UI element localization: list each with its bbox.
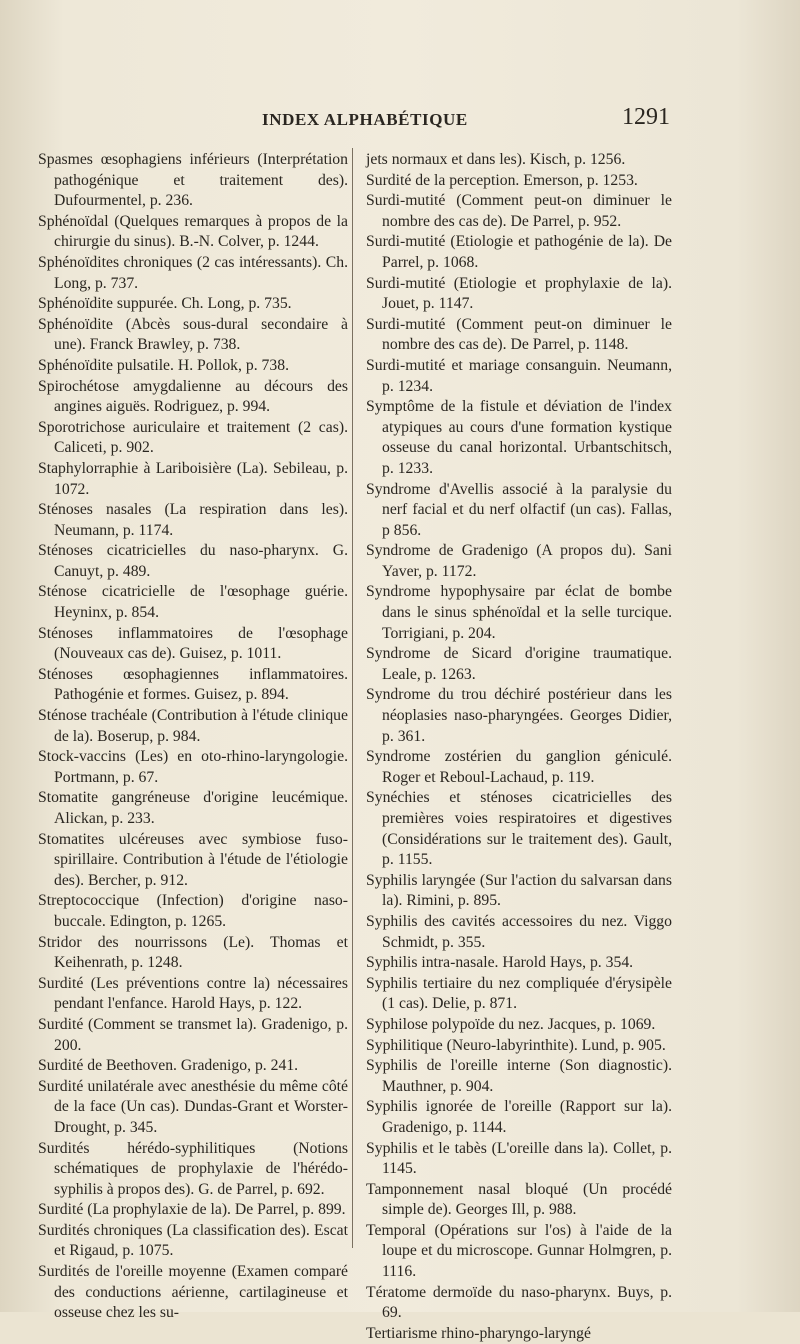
index-entry: Syndrome de Gradenigo (A propos du). Sani Yaver, p. 1172. <box>366 542 672 580</box>
right-column <box>366 150 672 1344</box>
index-entry: jets normaux et dans les). Kisch, p. 1256. <box>366 151 626 168</box>
index-entry: Sphénoïdite (Abcès sous-dural secondaire à une). Franck Brawley, p. 738. <box>38 315 348 354</box>
index-entry: Tamponnement nasal bloqué (Un procédé simple de). Georges Ill, p. 988. <box>366 1180 672 1219</box>
index-entry: Surdités hérédo-syphilitiques (Notions schématiques de prophylaxie de l'hérédo-syphilis à propos des). G. de Parrel, p. 692. <box>38 1139 348 1198</box>
index-entry: Syphilis des cavités accessoires du nez. Viggo Schmidt, p. 355. <box>366 912 672 951</box>
index-entry: Syndrome hypophysaire par éclat de bombe dans le sinus sphénoïdal et la selle turcique. Torrigiani, p. 204. <box>366 583 672 642</box>
index-entry: Streptococcique (Infection) d'origine naso-buccale. Edington, p. 1265. <box>38 892 348 930</box>
index-entry: Sporotrichose auriculaire et traitement (2 cas). Caliceti, p. 902. <box>38 418 348 457</box>
index-entry: Syphilis tertiaire du nez compliquée d'érysipèle (1 cas). Delie, p. 871. <box>366 974 672 1013</box>
index-entry: Surdi-mutité (Etiologie et pathogénie de la). De Parrel, p. 1068. <box>366 233 672 271</box>
index-entry: Surdi-mutité (Etiologie et prophylaxie de la). Jouet, p. 1147. <box>366 274 672 313</box>
index-entry: Sphénoïdal (Quelques remarques à propos de la chirurgie du sinus). B.-N. Colver, p. 1244. <box>38 212 348 251</box>
index-entry: Surdité (Comment se transmet la). Gradenigo, p. 200. <box>38 1015 348 1054</box>
index-entry: Surdité de Beethoven. Gradenigo, p. 241. <box>38 1057 299 1075</box>
index-entry: Surdi-mutité et mariage consanguin. Neumann, p. 1234. <box>366 356 672 395</box>
index-entry: Stock-vaccins (Les) en oto-rhino-laryngologie. Portmann, p. 67. <box>38 748 348 786</box>
running-title: INDEX ALPHABÉTIQUE <box>262 110 468 129</box>
column-divider <box>352 148 353 1248</box>
index-entry: Surdi-mutité (Comment peut-on diminuer le nombre des cas de). De Parrel, p. 952. <box>366 192 672 230</box>
index-entry: Stridor des nourrissons (Le). Thomas et Keihenrath, p. 1248. <box>38 933 348 972</box>
index-entry: Syphilis laryngée (Sur l'action du salvarsan dans la). Rimini, p. 895. <box>366 871 672 910</box>
index-entry: Sténose cicatricielle de l'œsophage guérie. Heyninx, p. 854. <box>38 583 348 622</box>
index-entry: Synéchies et sténoses cicatricielles des premières voies respiratoires et digestives (Considérations sur le traitement des). Gault, p. 1155. <box>366 789 672 869</box>
index-entry: Surdités de l'oreille moyenne (Examen comparé des conductions aérienne, cartilagineuse et osseuse chez les su- <box>38 1263 348 1322</box>
index-entry: Surdité (La prophylaxie de la). De Parrel, p. 899. <box>38 1201 346 1219</box>
index-entry: Symptôme de la fistule et déviation de l'index atypiques au cours d'une formation kystique osseuse du canal horizontal. Urbantschitsch, p. 1233. <box>366 398 672 477</box>
index-entry: Sténoses œsophagiennes inflammatoires. Pathogénie et formes. Guisez, p. 894. <box>38 665 348 704</box>
index-entry: Surdités chroniques (La classification des). Escat et Rigaud, p. 1075. <box>38 1221 348 1260</box>
index-entry: Syndrome du trou déchiré postérieur dans les néoplasies naso-pharyngées. Georges Didier, p. 361. <box>366 686 672 745</box>
index-entry: Syndrome d'Avellis associé à la paralysie du nerf facial et du nerf olfactif (un cas). Fallas, p 856. <box>366 480 672 539</box>
index-entry: Syphilose polypoïde du nez. Jacques, p. 1069. <box>366 1015 656 1033</box>
page-number: 1291 <box>622 104 670 130</box>
index-entry: Surdité de la perception. Emerson, p. 1253. <box>366 171 638 189</box>
index-entry: Syphilis de l'oreille interne (Son diagnostic). Mauthner, p. 904. <box>366 1057 672 1095</box>
index-entry: Syphilis intra-nasale. Harold Hays, p. 354. <box>366 954 634 972</box>
index-entry: Spirochétose amygdalienne au décours des angines aiguës. Rodriguez, p. 994. <box>38 377 348 416</box>
index-entry: Sténoses nasales (La respiration dans les). Neumann, p. 1174. <box>38 501 348 539</box>
index-entry: Sténoses inflammatoires de l'œsophage (Nouveaux cas de). Guisez, p. 1011. <box>38 624 348 663</box>
index-entry: Spasmes œsophagiens inférieurs (Interprétation pathogénique et traitement des). Dufourmentel, p. 236. <box>38 151 348 210</box>
index-entry: Sphénoïdites chroniques (2 cas intéressants). Ch. Long, p. 737. <box>38 253 348 292</box>
index-entry: Surdité (Les préventions contre la) nécessaires pendant l'enfance. Harold Hays, p. 122. <box>38 974 348 1013</box>
index-entry: Syndrome de Sicard d'origine traumatique. Leale, p. 1263. <box>366 645 672 683</box>
index-entry: Syphilis ignorée de l'oreille (Rapport sur la). Gradenigo, p. 1144. <box>366 1098 672 1136</box>
index-entry: Temporal (Opérations sur l'os) à l'aide de la loupe et du microscope. Gunnar Holmgren, p. 1116. <box>366 1221 672 1281</box>
index-entry: Sphénoïdite pulsatile. H. Pollok, p. 738. <box>38 356 289 374</box>
index-entry: Syphilis et le tabès (L'oreille dans la). Collet, p. 1145. <box>366 1139 672 1178</box>
index-entry: Tératome dermoïde du naso-pharynx. Buys, p. 69. <box>366 1283 672 1322</box>
index-entry: Sténose trachéale (Contribution à l'étude clinique de la). Boserup, p. 984. <box>38 707 348 745</box>
index-entry: Syndrome zostérien du ganglion géniculé. Roger et Reboul-Lachaud, p. 119. <box>366 748 672 786</box>
index-entry: Syphilitique (Neuro-labyrinthite). Lund, p. 905. <box>366 1036 666 1054</box>
index-entry: Sphénoïdite suppurée. Ch. Long, p. 735. <box>38 295 292 313</box>
index-entry: Staphylorraphie à Lariboisière (La). Sebileau, p. 1072. <box>38 459 348 498</box>
index-entry: Stomatite gangréneuse d'origine leucémique. Alickan, p. 233. <box>38 789 348 827</box>
left-column <box>38 150 348 1324</box>
index-entry: Stomatites ulcéreuses avec symbiose fuso-spirillaire. Contribution à l'étude de l'étiologie des). Bercher, p. 912. <box>38 830 348 889</box>
index-entry: Surdité unilatérale avec anesthésie du même côté de la face (Un cas). Dundas-Grant et Worster-Drought, p. 345. <box>38 1077 348 1136</box>
index-entry: Sténoses cicatricielles du naso-pharynx. G. Canuyt, p. 489. <box>38 542 348 580</box>
page-header <box>0 104 800 134</box>
index-entry: Tertiarisme rhino-pharyngo-laryngé <box>366 1324 591 1342</box>
index-entry: Surdi-mutité (Comment peut-on diminuer le nombre des cas de). De Parrel, p. 1148. <box>366 315 672 354</box>
